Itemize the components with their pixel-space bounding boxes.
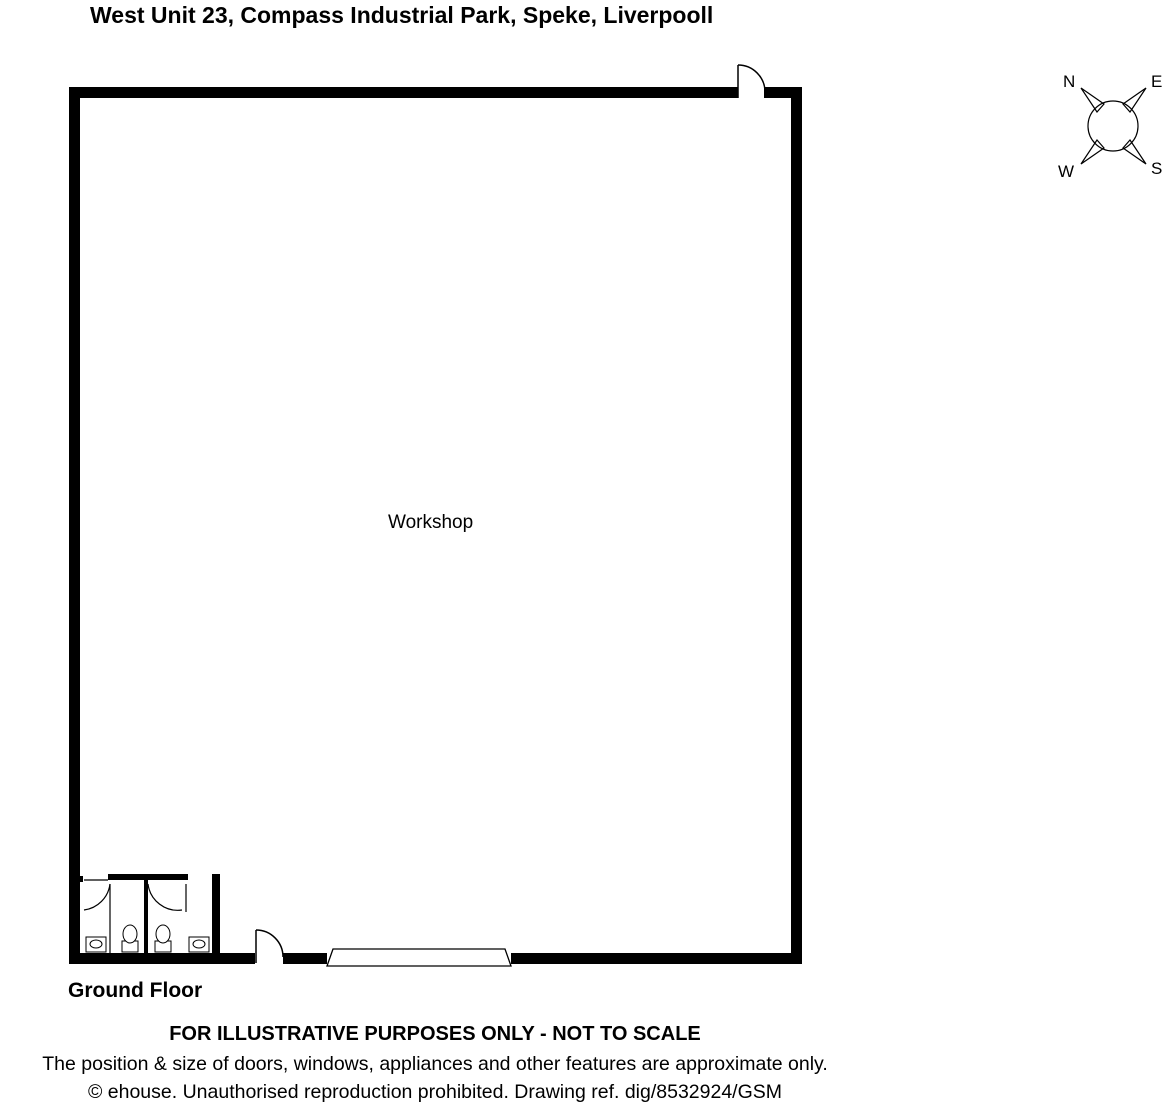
copyright-text: ehouse. Unauthorised reproduction prohibited. Drawing ref. dig/8532924/GSM: [102, 1081, 783, 1103]
disclaimer-line: The position & size of doors, windows, appliances and other features are approximate only.: [42, 1053, 828, 1075]
room-label-workshop: Workshop: [388, 512, 474, 533]
floor-label: Ground Floor: [68, 979, 203, 1002]
compass-east-label: E: [1151, 72, 1163, 91]
compass-north-label: N: [1063, 72, 1076, 91]
copyright-symbol: ©: [87, 1081, 103, 1103]
door-top-right: [738, 65, 765, 98]
compass-west-label: W: [1058, 162, 1075, 181]
compass-south-label: S: [1151, 159, 1163, 178]
compass-rose: [1081, 88, 1146, 164]
door-entrance: [256, 930, 283, 963]
roller-shutter: [327, 949, 511, 966]
plan-title: West Unit 23, Compass Industrial Park, Speke, Liverpooll: [90, 2, 714, 28]
disclaimer-heading: FOR ILLUSTRATIVE PURPOSES ONLY - NOT TO SCALE: [169, 1023, 701, 1045]
copyright-line: [0, 1081, 870, 1104]
